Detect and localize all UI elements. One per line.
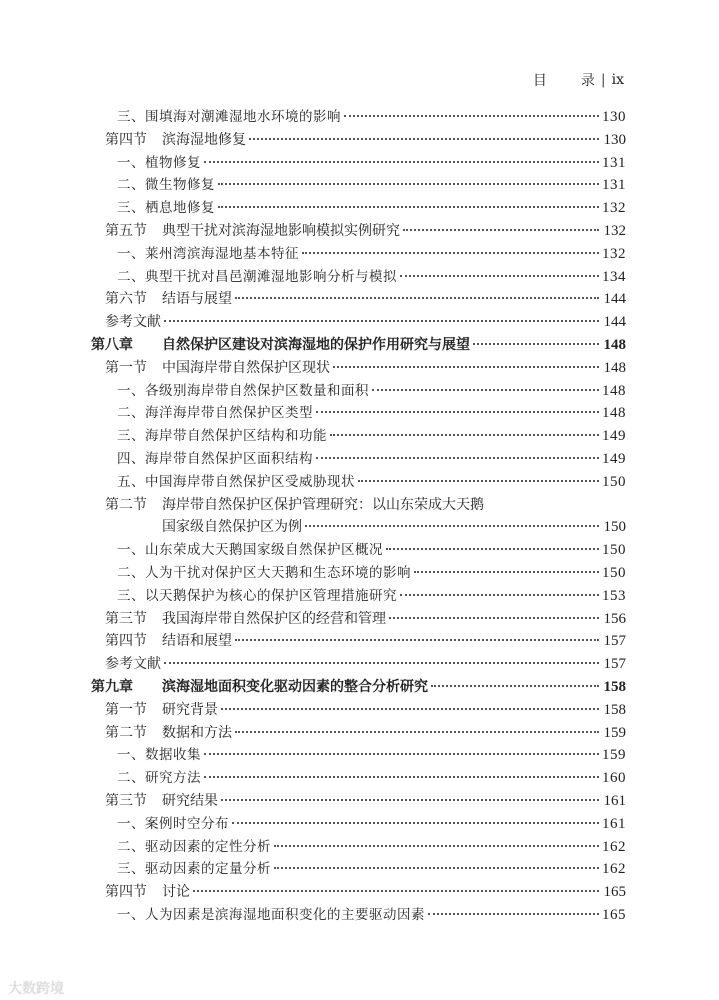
- toc-entry-item[interactable]: [91, 402, 626, 425]
- toc-entry-section[interactable]: [91, 722, 626, 745]
- running-header: [533, 70, 624, 90]
- toc-entry-page: 144: [603, 314, 626, 331]
- toc-entry-section[interactable]: [91, 357, 626, 380]
- toc-entry-page: 161: [602, 815, 626, 832]
- toc-entry-number: 第四节: [105, 131, 147, 148]
- dot-leader: [204, 161, 599, 163]
- toc-entry-section[interactable]: [91, 311, 626, 334]
- toc-entry-page: 149: [602, 450, 626, 467]
- toc-entry-item[interactable]: [91, 425, 626, 448]
- toc-entry-section[interactable]: [91, 129, 626, 152]
- toc-entry-number: 第三节: [105, 792, 147, 809]
- dot-leader: [249, 138, 599, 140]
- toc-entry-item[interactable]: [91, 767, 626, 790]
- toc-entry-title: 二、研究方法: [117, 770, 201, 787]
- toc-entry-page: 130: [602, 109, 626, 125]
- toc-entry-item[interactable]: [91, 152, 626, 175]
- toc-entry-section[interactable]: [91, 881, 626, 904]
- dot-leader: [400, 275, 599, 277]
- toc-entry-page: 148: [603, 336, 626, 353]
- toc-entry-title: 一、案例时空分布: [117, 815, 229, 832]
- dot-leader: [164, 320, 599, 322]
- toc-entry-number: 第四节: [105, 884, 147, 901]
- toc-entry-title: 滨海湿地面积变化驱动因素的整合分析研究: [162, 678, 428, 695]
- toc-entry-page: 159: [603, 724, 626, 741]
- dot-leader: [232, 822, 599, 824]
- toc-entry-title: 国家级自然保护区为例: [162, 519, 302, 536]
- toc-entry-title: 一、莱州湾滨海湿地基本特征: [117, 245, 299, 262]
- toc-entry-title: 一、山东荣成大天鹅国家级自然保护区概况: [117, 542, 383, 559]
- toc-entry-page: 149: [602, 428, 626, 445]
- toc-entry-page: 162: [602, 838, 626, 855]
- toc-entry-section[interactable]: [91, 653, 626, 676]
- toc-entry-page: 132: [603, 222, 626, 239]
- dot-leader: [235, 639, 599, 641]
- toc-entry-page: 160: [602, 770, 626, 787]
- toc-entry-title: 三、围填海对潮滩湿地水环境的影响: [117, 109, 341, 125]
- header-title-part1: 目: [532, 73, 547, 89]
- dot-leader: [221, 799, 599, 801]
- dot-leader: [218, 206, 599, 208]
- toc-entry-title: 结语与展望: [162, 291, 232, 308]
- toc-entry-title: 三、驱动因素的定量分析: [117, 861, 271, 878]
- toc-entry-page: 148: [603, 359, 626, 376]
- dot-leader: [414, 571, 599, 573]
- dot-leader: [473, 343, 599, 345]
- dot-leader: [204, 776, 599, 778]
- toc-entry-page: 132: [602, 245, 626, 262]
- toc-entry-page: 144: [603, 291, 626, 308]
- toc-entry-section[interactable]: [91, 608, 626, 631]
- toc-entry-number: 第八章: [91, 336, 133, 353]
- dot-leader: [302, 252, 599, 254]
- dot-leader: [431, 685, 599, 687]
- dot-leader: [358, 480, 599, 482]
- toc-entry-page: 150: [603, 519, 626, 536]
- toc-entry-title: 研究结果: [162, 792, 218, 809]
- dot-leader: [386, 548, 599, 550]
- toc-entry-number: 第二节: [105, 496, 147, 513]
- toc-entry-title: 结语和展望: [162, 633, 232, 650]
- toc-entry-page: 131: [602, 154, 626, 171]
- toc-entry-page: 162: [602, 861, 626, 878]
- toc-entry-page: 161: [603, 792, 626, 809]
- toc-entry-item[interactable]: [91, 448, 626, 471]
- toc-entry-page: 153: [602, 587, 626, 604]
- toc-entry-item[interactable]: [91, 904, 626, 927]
- toc-entry-section[interactable]: [91, 699, 626, 722]
- dot-leader: [316, 411, 599, 413]
- toc-entry-title: 四、海岸带自然保护区面积结构: [117, 450, 313, 467]
- toc-entry-title: 数据和方法: [162, 724, 232, 741]
- header-divider: |: [600, 72, 606, 88]
- toc-entry-title: 二、人为干扰对保护区大天鹅和生态环境的影响: [117, 564, 411, 581]
- toc-entry-page: 148: [602, 382, 626, 399]
- dot-leader: [389, 617, 599, 619]
- toc-entry-title: 参考文献: [105, 656, 161, 673]
- toc-entry-page: 159: [602, 747, 626, 764]
- toc-entry-title: 三、以天鹅保护为核心的保护区管理措施研究: [117, 587, 397, 604]
- dot-leader: [316, 457, 599, 459]
- toc-entry-item[interactable]: [91, 380, 626, 403]
- dot-leader: [164, 662, 599, 664]
- toc-entry-title: 一、植物修复: [117, 154, 201, 171]
- toc-entry-number: 第二节: [105, 724, 147, 741]
- toc-entry-item[interactable]: [91, 836, 626, 859]
- toc-entry-page: 148: [602, 405, 626, 422]
- toc-entry-section[interactable]: [91, 494, 626, 517]
- toc-entry-page: 132: [602, 200, 626, 217]
- toc-entry-title: 自然保护区建设对滨海湿地的保护作用研究与展望: [162, 336, 470, 353]
- toc-entry-page: 130: [603, 131, 626, 148]
- toc-entry-title: 三、栖息地修复: [117, 200, 215, 217]
- toc-entry-title: 典型干扰对滨海湿地影响模拟实例研究: [162, 222, 400, 239]
- toc-entry-page: 150: [602, 473, 626, 490]
- dot-leader: [274, 867, 599, 869]
- toc-entry-page: 134: [602, 268, 626, 285]
- toc-entry-chapter[interactable]: [91, 334, 626, 357]
- toc-entry-item[interactable]: [91, 243, 626, 266]
- toc-entry-item[interactable]: [91, 197, 626, 220]
- dot-leader: [193, 890, 599, 892]
- toc-entry-number: 第五节: [105, 222, 147, 239]
- dot-leader: [305, 525, 599, 527]
- toc-entry-title: 三、海岸带自然保护区结构和功能: [117, 428, 327, 445]
- header-title-part2: 录: [580, 73, 595, 89]
- toc-entry-title: 二、典型干扰对昌邑潮滩湿地影响分析与模拟: [117, 268, 397, 285]
- toc-entry-section[interactable]: [91, 790, 626, 813]
- toc-entry-item[interactable]: [91, 744, 626, 767]
- toc-entry-title: 参考文献: [105, 314, 161, 331]
- dot-leader: [403, 229, 599, 231]
- toc-entry-page: 150: [602, 564, 626, 581]
- toc-entry-title: 滨海湿地修复: [162, 131, 246, 148]
- dot-leader: [344, 115, 599, 117]
- toc-entry-page: 165: [602, 906, 626, 923]
- dot-leader: [428, 913, 599, 915]
- toc-entry-page: 150: [602, 542, 626, 559]
- toc-entry-title: 讨论: [162, 884, 190, 901]
- header-page-number: ix: [611, 72, 624, 88]
- toc-entry-item[interactable]: [91, 471, 626, 494]
- toc-entry-title: 海岸带自然保护区保护管理研究：以山东荣成大天鹅: [162, 496, 484, 513]
- toc-entry-page: 156: [603, 610, 626, 627]
- toc-entry-title: 二、驱动因素的定性分析: [117, 838, 271, 855]
- toc-entry-section[interactable]: [91, 220, 626, 243]
- toc-entry-page: 131: [602, 177, 626, 194]
- toc-entry-title: 中国海岸带自然保护区现状: [162, 359, 330, 376]
- dot-leader: [330, 434, 599, 436]
- toc-entry-item[interactable]: [91, 539, 626, 562]
- toc-entry-title: 一、人为因素是滨海湿地面积变化的主要驱动因素: [117, 906, 425, 923]
- toc-entry-item[interactable]: [91, 174, 626, 197]
- toc-entry-cont[interactable]: [91, 516, 626, 539]
- dot-leader: [235, 731, 599, 733]
- toc-entry-item[interactable]: [91, 813, 626, 836]
- toc-entry-number: 第四节: [105, 633, 147, 650]
- toc-entry-page: 157: [603, 633, 626, 650]
- toc-entry-title: 二、微生物修复: [117, 177, 215, 194]
- dot-leader: [218, 183, 599, 185]
- toc-entry-number: 第一节: [105, 359, 147, 376]
- dot-leader: [235, 297, 599, 299]
- toc-entry-chapter[interactable]: [91, 676, 626, 699]
- toc-entry-item[interactable]: [91, 562, 626, 585]
- toc-entry-page: 158: [603, 678, 626, 695]
- watermark: 大数跨境: [8, 981, 64, 997]
- dot-leader: [274, 845, 599, 847]
- dot-leader: [372, 389, 599, 391]
- dot-leader: [400, 594, 599, 596]
- toc-entry-title: 一、各级别海岸带自然保护区数量和面积: [117, 382, 369, 399]
- toc-entry-number: 第三节: [105, 610, 147, 627]
- toc-entry-number: 第九章: [91, 678, 133, 695]
- toc-entry-page: 165: [603, 884, 626, 901]
- toc-entry-page: 157: [603, 656, 626, 673]
- dot-leader: [204, 753, 599, 755]
- toc-entry-title: 研究背景: [162, 701, 218, 718]
- toc-entry-section[interactable]: [91, 630, 626, 653]
- toc-entry-item[interactable]: [91, 106, 626, 129]
- toc-entry-item[interactable]: [91, 858, 626, 881]
- toc-entry-section[interactable]: [91, 288, 626, 311]
- toc-entry-title: 一、数据收集: [117, 747, 201, 764]
- toc-entry-title: 五、中国海岸带自然保护区受威胁现状: [117, 473, 355, 490]
- toc-entry-number: 第六节: [105, 291, 147, 308]
- toc-entry-item[interactable]: [91, 266, 626, 289]
- dot-leader: [221, 708, 599, 710]
- toc-entry-title: 我国海岸带自然保护区的经营和管理: [162, 610, 386, 627]
- table-of-contents: [91, 106, 626, 927]
- dot-leader: [333, 366, 599, 368]
- toc-entry-page: 158: [603, 701, 626, 718]
- toc-entry-title: 二、海洋海岸带自然保护区类型: [117, 405, 313, 422]
- toc-entry-number: 第一节: [105, 701, 147, 718]
- toc-entry-item[interactable]: [91, 585, 626, 608]
